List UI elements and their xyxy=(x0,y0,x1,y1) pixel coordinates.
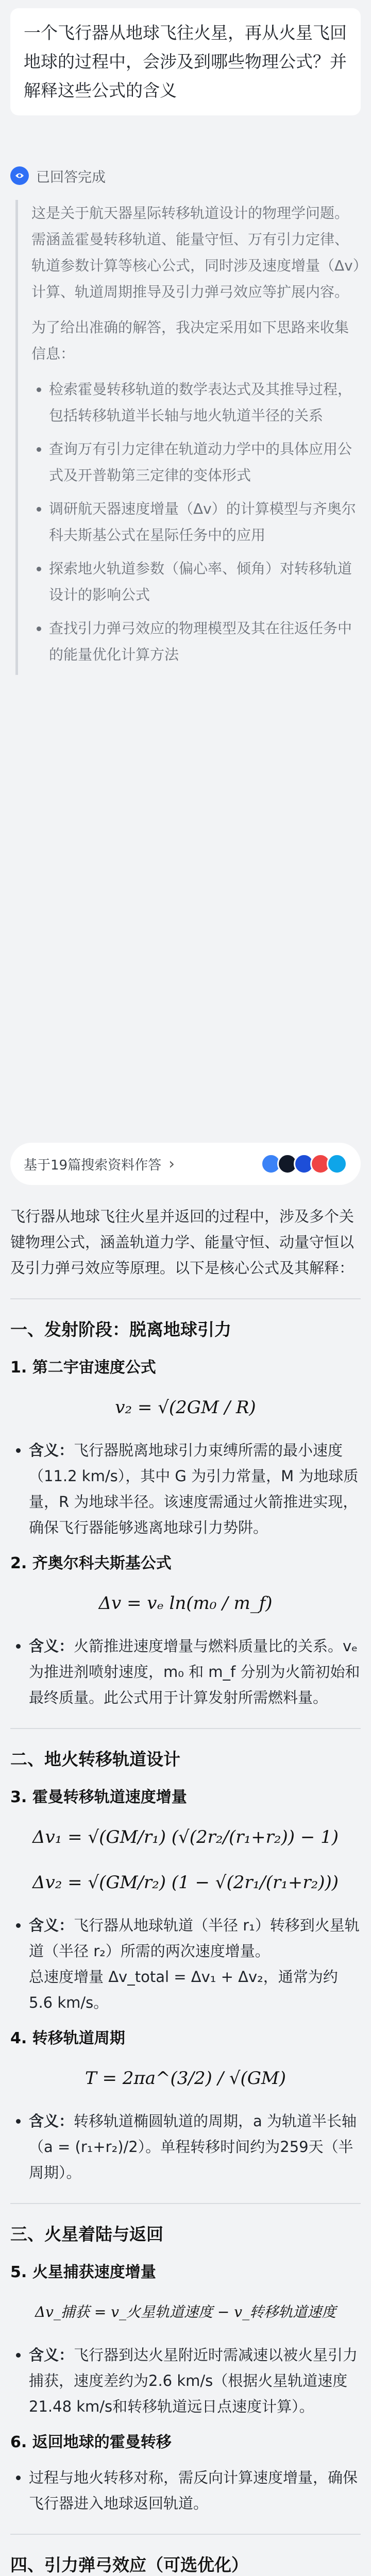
meaning-text: 火箭推进速度增量与燃料质量比的关系。vₑ 为推进剂喷射速度，m₀ 和 m_f 分别为火箭初始和最终质量。此公式用于计算发射所需燃料量。 xyxy=(29,1637,360,1706)
meaning-label: 含义： xyxy=(29,2346,74,2364)
list-item: • 过程与地火转移对称，需反向计算速度增量，确保飞行器进入地球返回轨道。 xyxy=(29,2465,361,2516)
subsection-title: 3. 霍曼转移轨道速度增量 xyxy=(10,1788,187,1806)
meaning-label: 含义： xyxy=(29,2112,74,2130)
list-item: • 查询万有引力定律在轨道动力学中的具体应用公式及开普勒第三定律的变体形式 xyxy=(49,436,361,488)
meaning-text: 飞行器从地球轨道（半径 r₁）转移到火星轨道（半径 r₂）所需的两次速度增量。 xyxy=(29,1917,360,1960)
subsection-title: 5. 火星捕获速度增量 xyxy=(10,2263,156,2281)
section-title: 四、引力弹弓效应（可选优化） xyxy=(10,2555,248,2575)
meaning-text: 飞行器到达火星附近时需减速以被火星引力捕获，速度差约为2.6 km/s（根据火星轨道速度21.48 km/s和转移轨道远日点速度计算）。 xyxy=(29,2346,358,2415)
meaning-label: 含义： xyxy=(29,1917,74,1934)
list-item xyxy=(29,2108,361,2185)
user-message-text: 一个飞行器从地球飞往火星，再从火星飞回地球的过程中，会涉及到哪些物理公式？并解释这些公式的含义 xyxy=(24,23,347,100)
sources-pill[interactable] xyxy=(10,1143,361,1185)
subsection-title: 4. 转移轨道周期 xyxy=(10,2029,125,2047)
list-item: • 调研航天器速度增量（Δv）的计算模型与齐奥尔科夫斯基公式在星际任务中的应用 xyxy=(49,496,361,548)
meaning-text: 总速度增量 Δv_total = Δv₁ + Δv₂，通常为约5.6 km/s。 xyxy=(29,1968,338,2011)
meaning-label: 含义： xyxy=(29,1442,74,1459)
section-title: 三、火星着陆与返回 xyxy=(10,2224,163,2244)
formula-hohmann-dv2: Δv₂ = √(GM/r₂) (1 − √(2r₁/(r₁+r₂))) xyxy=(32,1872,339,1893)
list-item xyxy=(29,2342,361,2419)
divider xyxy=(10,2203,361,2204)
formula-transfer-period: T = 2πa^(3/2) / √(GM) xyxy=(85,2068,286,2089)
sources-label: 基于19篇搜索资料作答 xyxy=(24,1157,162,1173)
list-item: • 检索霍曼转移轨道的数学表达式及其推导过程，包括转移轨道半长轴与地火轨道半径的关系 xyxy=(49,376,361,429)
chevron-right-icon: › xyxy=(168,1155,175,1173)
thinking-intro: 这是关于航天器星际转移轨道设计的物理学问题。需涵盖霍曼转移轨道、能量守恒、万有引力定律、轨道参数计算等核心公式，同时涉及速度增量（Δv）计算、轨道周期推导及引力弹弓效应等扩展内容。 xyxy=(31,205,360,300)
list-item xyxy=(29,1633,361,1710)
source-favicon-icon xyxy=(327,1154,347,1174)
subsection-title: 1. 第二宇宙速度公式 xyxy=(10,1359,156,1377)
section-title: 一、发射阶段：脱离地球引力 xyxy=(10,1319,231,1340)
source-favicons xyxy=(265,1154,347,1174)
thinking-plan-list xyxy=(31,376,361,668)
formula-escape-velocity: v₂ = √(2GM / R) xyxy=(115,1397,256,1418)
subsection-title: 2. 齐奥尔科夫斯基公式 xyxy=(10,1554,172,1572)
list-item xyxy=(29,1912,361,2015)
answer-body xyxy=(10,1204,361,2576)
meaning-text: 转移轨道椭圆轨道的周期，a 为轨道半长轴（a = (r₁+r₂)/2）。单程转移时间约为259天（半周期）。 xyxy=(29,2112,357,2181)
list-item: • 探索地火轨道参数（偏心率、倾角）对转移轨道设计的影响公式 xyxy=(49,555,361,608)
list-item: • 查找引力弹弓效应的物理模型及其在往返任务中的能量优化计算方法 xyxy=(49,615,361,668)
thinking-header[interactable] xyxy=(10,164,106,188)
formula-rocket-equation: Δv = vₑ ln(m₀ / m_f) xyxy=(98,1593,273,1614)
formula-mars-capture: Δv_捕获 = v_火星轨道速度 − v_转移轨道速度 xyxy=(35,2303,336,2320)
user-message-bubble xyxy=(10,8,361,115)
answer-intro: 飞行器从地球飞往火星并返回的过程中，涉及多个关键物理公式，涵盖轨道力学、能量守恒、动量守恒以及引力弹弓效应等原理。以下是核心公式及其解释： xyxy=(10,1208,355,1277)
list-item xyxy=(29,1437,361,1540)
subsection-title: 6. 返回地球的霍曼转移 xyxy=(10,2433,172,2451)
meaning-label: 含义： xyxy=(29,1637,74,1655)
thinking-block xyxy=(15,200,361,675)
meaning-text: 飞行器脱离地球引力束缚所需的最小速度（11.2 km/s），其中 G 为引力常量，M 为地球质量，R 为地球半径。该速度需通过火箭推进实现，确保飞行器能够逃离地球引力势阱。 xyxy=(29,1442,359,1536)
thinking-status: 已回答完成 xyxy=(36,169,106,185)
formula-hohmann-dv1: Δv₁ = √(GM/r₁) (√(2r₂/(r₁+r₂)) − 1) xyxy=(32,1827,339,1848)
divider xyxy=(10,2534,361,2535)
divider xyxy=(10,1298,361,1299)
section-title: 二、地火转移轨道设计 xyxy=(10,1749,180,1769)
thinking-plan-intro: 为了给出准确的解答，我决定采用如下思路来收集信息： xyxy=(31,319,349,362)
divider xyxy=(10,1728,361,1729)
thinking-logo-icon xyxy=(10,166,29,185)
